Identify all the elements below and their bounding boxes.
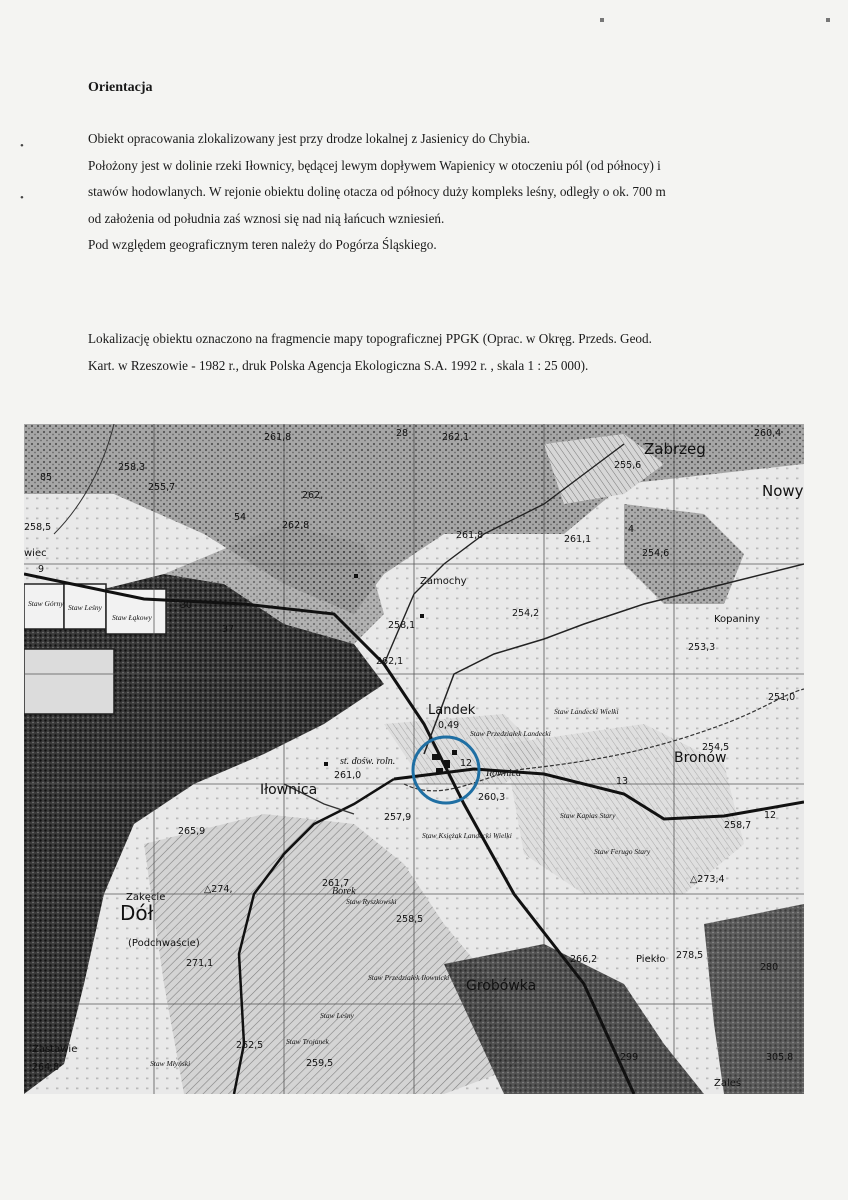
spot-height: 258,3 xyxy=(118,462,146,473)
section-heading: Orientacja xyxy=(88,80,153,95)
place-label: Piekło xyxy=(636,954,666,965)
place-label: Dół xyxy=(120,901,154,925)
spot-height: 262, xyxy=(302,490,324,501)
pond-label: Staw Leśny xyxy=(68,603,102,612)
spot-height: 28 xyxy=(396,428,409,439)
text-line: Pod względem geograficznym teren należy do Pogórza Śląskiego. xyxy=(88,237,437,252)
pond-label: Staw Ryszkowski xyxy=(346,897,397,906)
pond-label: Staw Trojanek xyxy=(286,1037,329,1046)
spot-height: 261,1 xyxy=(564,534,592,545)
spot-height: 305,8 xyxy=(766,1052,794,1063)
place-label: wiec xyxy=(24,548,47,559)
place-label: Bronów xyxy=(674,750,727,766)
text-line: Lokalizację obiektu oznaczono na fragmencie mapy topograficznej PPGK (Oprac. w Okręg. Przeds. Geod. xyxy=(88,331,652,346)
scan-mark xyxy=(600,18,604,22)
spot-height: 85 xyxy=(40,472,53,483)
spot-height: 0,49 xyxy=(438,720,460,731)
place-label: Grobówka xyxy=(466,978,537,994)
text-line: Kart. w Rzeszowie - 1982 r., druk Polska Agencja Ekologiczna S.A. 1992 r. , skala 1 : 25 000). xyxy=(88,357,589,373)
place-label: st. dośw. roln. xyxy=(340,756,396,767)
pond-label: Staw Górny xyxy=(28,599,64,608)
pond-label: Staw Młyński xyxy=(150,1059,191,1068)
pond-label: Staw Przedziałek Landecki xyxy=(470,729,551,738)
spot-height: 255,6 xyxy=(614,460,642,471)
spot-height: 266,2 xyxy=(570,954,598,965)
text-line: Położony jest w dolinie rzeki Iłownicy, będącej lewym dopływem Wapienicy w otoczeniu pól (od północy) i xyxy=(88,157,661,173)
map-number: 13 xyxy=(616,776,629,787)
spot-height: 262,8 xyxy=(282,520,310,531)
place-label: Zamochy xyxy=(420,576,467,587)
pond-label: Staw Łąkowy xyxy=(112,613,152,622)
spot-height: 262,5 xyxy=(236,1040,264,1051)
spot-height: △274, xyxy=(204,884,233,895)
spot-height: 261,7 xyxy=(322,878,350,889)
place-label: Borek xyxy=(332,886,356,897)
spot-height: 251,0 xyxy=(768,692,796,703)
place-label: (Podchwaście) xyxy=(128,938,200,949)
text-line: Obiekt opracowania zlokalizowany jest przy drodze lokalnej z Jasienicy do Chybia. xyxy=(88,131,531,146)
spot-height: 299 xyxy=(620,1052,639,1063)
topographic-map xyxy=(24,424,804,1094)
place-label: Nowy xyxy=(762,482,804,500)
spot-height: 255,7 xyxy=(148,482,176,493)
spot-height: 264,8 xyxy=(32,1062,60,1073)
river-label: Iłownica xyxy=(486,768,521,779)
spot-height: 259,5 xyxy=(306,1058,334,1069)
spot-height: 257,9 xyxy=(384,812,412,823)
spot-height: 254,2 xyxy=(512,608,540,619)
place-label: Zastawie xyxy=(32,1044,78,1055)
pond-label: Staw Księżak Landecki Wielki xyxy=(422,831,512,840)
map-caption-paragraph xyxy=(88,326,778,379)
spot-height: 253,3 xyxy=(688,642,716,653)
map-number: 4 xyxy=(628,524,635,535)
map-number: 9 xyxy=(38,564,45,575)
pond-label: Staw Leśny xyxy=(320,1011,354,1020)
place-label: Zabrzeg xyxy=(644,440,706,458)
map-number: 37 xyxy=(222,624,235,635)
place-label: Landek xyxy=(428,703,476,718)
margin-mark: • xyxy=(20,192,24,204)
pond-label: Staw Przedziałek Iłownicki xyxy=(368,973,450,982)
spot-height: △273,4 xyxy=(690,874,725,885)
spot-height: 258,5 xyxy=(24,522,52,533)
spot-height: 280 xyxy=(760,962,779,973)
map-number: 12 xyxy=(764,810,777,821)
pond-label: Staw Landecki Wielki xyxy=(554,707,619,716)
map-number: 54 xyxy=(234,512,247,523)
spot-height: 254,6 xyxy=(642,548,670,559)
spot-height: 254,5 xyxy=(702,742,730,753)
spot-height: 265,9 xyxy=(178,826,206,837)
spot-height: 260,3 xyxy=(478,792,506,803)
spot-height: 261,8 xyxy=(264,432,292,443)
spot-height: 261,0 xyxy=(334,770,362,781)
place-label: Zakęcie xyxy=(126,892,166,903)
map-number: 30 xyxy=(180,600,193,611)
place-label: Zaleś xyxy=(714,1078,742,1089)
text-line: stawów hodowlanych. W rejonie obiektu dolinę otacza od północy duży kompleks leśny, odległy o ok. 700 m xyxy=(88,184,666,199)
spot-height: 261,8 xyxy=(456,530,484,541)
spot-height: 271,1 xyxy=(186,958,214,969)
map-number: 12 xyxy=(460,758,473,769)
scan-mark xyxy=(826,18,830,22)
place-label: Iłownica xyxy=(260,782,318,798)
orientation-paragraph xyxy=(88,126,778,259)
spot-height: 258,5 xyxy=(396,914,424,925)
spot-height: 260,4 xyxy=(754,428,782,439)
spot-height: 258,7 xyxy=(724,820,752,831)
spot-height: 258,1 xyxy=(388,620,416,631)
place-label: Kopaniny xyxy=(714,614,761,625)
margin-mark: • xyxy=(20,140,24,152)
spot-height: 262,1 xyxy=(376,656,404,667)
pond-label: Staw Ferugo Stary xyxy=(594,847,651,856)
spot-height: 262,1 xyxy=(442,432,470,443)
pond-label: Staw Kapias Stary xyxy=(560,811,616,820)
spot-height: 278,5 xyxy=(676,950,704,961)
text-line: od założenia od południa zaś wznosi się nad nią łańcuch wzniesień. xyxy=(88,210,445,226)
